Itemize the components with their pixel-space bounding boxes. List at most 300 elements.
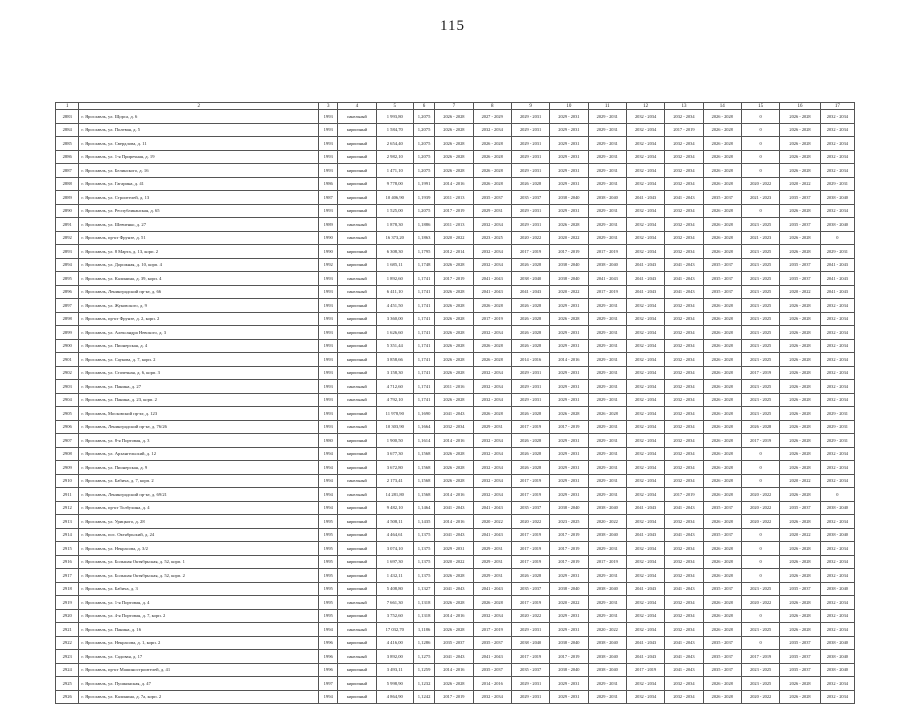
cell-c10: 2017 - 2019 (550, 528, 588, 542)
cell-c15: 0 (741, 542, 779, 556)
cell-c15: 0 (741, 164, 779, 178)
column-header: 16 (780, 103, 820, 110)
cell-c14: 2035 - 2037 (703, 272, 741, 286)
cell-c14: 2026 - 2028 (703, 245, 741, 259)
cell-c7: 2020 - 2022 (435, 555, 473, 569)
cell-c11: 2029 - 2031 (588, 326, 626, 340)
cell-c11: 2029 - 2031 (588, 110, 626, 124)
cell-c9: 2026 - 2028 (511, 177, 549, 191)
table-row (56, 312, 855, 326)
cell-c15: 2021 - 2023 (741, 191, 779, 205)
cell-c15: 2020 - 2022 (741, 501, 779, 515)
cell-c13: 2041 - 2043 (665, 582, 703, 596)
cell-c11: 2029 - 2031 (588, 339, 626, 353)
cell-c15: 2023 - 2025 (741, 258, 779, 272)
cell-c15: 2020 - 2022 (741, 177, 779, 191)
cell-c10: 2029 - 2031 (550, 434, 588, 448)
cell-c11: 2029 - 2031 (588, 164, 626, 178)
cell-c9: 2035 - 2037 (511, 501, 549, 515)
table-row (56, 272, 855, 286)
cell-c16: 2020 - 2022 (780, 528, 820, 542)
table-row (56, 420, 855, 434)
cell-c9: 2017 - 2019 (511, 650, 549, 664)
cell-addr: г. Ярославль, ул. Пушкинская, д. 47 (79, 677, 319, 691)
cell-c16: 2026 - 2028 (780, 596, 820, 610)
cell-mat: кирпичный (338, 366, 376, 380)
cell-area: 4 464,61 (376, 528, 413, 542)
table-row (56, 110, 855, 124)
cell-c13: 2032 - 2034 (665, 515, 703, 529)
column-header: 17 (820, 103, 854, 110)
cell-area: 4 508,11 (376, 515, 413, 529)
cell-mat: панельный (338, 218, 376, 232)
cell-c14: 2026 - 2028 (703, 204, 741, 218)
cell-area: 1 584,70 (376, 123, 413, 137)
cell-c15: 0 (741, 204, 779, 218)
table-row (56, 569, 855, 583)
cell-c14: 2026 - 2028 (703, 420, 741, 434)
cell-k: 1,1748 (413, 258, 434, 272)
cell-c9: 2017 - 2019 (511, 420, 549, 434)
cell-c11: 2041 - 2043 (588, 272, 626, 286)
cell-c8: 2032 - 2034 (473, 488, 511, 502)
cell-c8: 2026 - 2028 (473, 299, 511, 313)
cell-c13: 2041 - 2043 (665, 650, 703, 664)
cell-c14: 2026 - 2028 (703, 488, 741, 502)
cell-c12: 2017 - 2019 (626, 663, 664, 677)
cell-id: 2905 (56, 407, 79, 421)
cell-c8: 2029 - 2031 (473, 204, 511, 218)
cell-year: 1993 (319, 285, 338, 299)
cell-year: 1994 (319, 623, 338, 637)
cell-c10: 2029 - 2031 (550, 150, 588, 164)
cell-c8: 2035 - 2037 (473, 663, 511, 677)
cell-c7: 2017 - 2019 (435, 204, 473, 218)
cell-c16: 2026 - 2028 (780, 299, 820, 313)
cell-addr: г. Ярославль, ул. 1-я Портовая, д. 4 (79, 596, 319, 610)
cell-c13: 2032 - 2034 (665, 245, 703, 259)
cell-c12: 2032 - 2034 (626, 609, 664, 623)
cell-addr: г. Ярославль, ул. Бабича, д. 3 (79, 582, 319, 596)
cell-c8: 2020 - 2022 (473, 515, 511, 529)
cell-mat: панельный (338, 380, 376, 394)
cell-addr: г. Ярославль, ул. Гагарина, д. 41 (79, 177, 319, 191)
cell-year: 1993 (319, 393, 338, 407)
cell-c17: 2029 - 2031 (820, 420, 854, 434)
cell-mat: кирпичный (338, 177, 376, 191)
cell-c12: 2032 - 2034 (626, 393, 664, 407)
cell-c11: 2029 - 2031 (588, 447, 626, 461)
cell-addr: г. Ярославль, ул. Садовая, д. 17 (79, 650, 319, 664)
table-row (56, 663, 855, 677)
cell-c13: 2041 - 2043 (665, 501, 703, 515)
cell-k: 1,1741 (413, 312, 434, 326)
cell-c8: 2023 - 2025 (473, 231, 511, 245)
cell-c17: 2038 - 2040 (820, 663, 854, 677)
cell-c15: 2023 - 2025 (741, 393, 779, 407)
cell-c10: 2029 - 2031 (550, 569, 588, 583)
cell-c15: 2023 - 2025 (741, 339, 779, 353)
cell-c8: 2041 - 2043 (473, 650, 511, 664)
cell-c13: 2041 - 2043 (665, 528, 703, 542)
cell-mat: кирпичный (338, 434, 376, 448)
cell-c17: 2038 - 2040 (820, 501, 854, 515)
cell-c7: 2032 - 2034 (435, 420, 473, 434)
cell-c11: 2020 - 2022 (588, 623, 626, 637)
cell-c8: 2029 - 2031 (473, 555, 511, 569)
cell-c16: 2026 - 2028 (780, 366, 820, 380)
table-row (56, 218, 855, 232)
cell-c17: 2032 - 2034 (820, 326, 854, 340)
cell-k: 1,2075 (413, 150, 434, 164)
cell-c8: 2035 - 2037 (473, 191, 511, 205)
cell-c8: 2026 - 2028 (473, 150, 511, 164)
cell-c13: 2032 - 2034 (665, 447, 703, 461)
cell-c7: 2026 - 2028 (435, 326, 473, 340)
cell-k: 1,1741 (413, 380, 434, 394)
cell-area: 4 451,50 (376, 299, 413, 313)
cell-id: 2894 (56, 258, 79, 272)
cell-c8: 2026 - 2028 (473, 137, 511, 151)
cell-c11: 2029 - 2031 (588, 366, 626, 380)
cell-c7: 2041 - 2043 (435, 650, 473, 664)
cell-c12: 2032 - 2034 (626, 555, 664, 569)
cell-c10: 2017 - 2019 (550, 420, 588, 434)
cell-c13: 2032 - 2034 (665, 677, 703, 691)
cell-c9: 2029 - 2031 (511, 677, 549, 691)
cell-area: 1 626,60 (376, 326, 413, 340)
table-row (56, 555, 855, 569)
cell-c13: 2032 - 2034 (665, 393, 703, 407)
cell-addr: г. Ярославль, пос. Октябрьский, д. 24 (79, 528, 319, 542)
cell-c14: 2026 - 2028 (703, 677, 741, 691)
cell-k: 1,1275 (413, 650, 434, 664)
table-row (56, 285, 855, 299)
data-table (55, 102, 855, 704)
cell-c17: 2041 - 2043 (820, 258, 854, 272)
cell-c11: 2029 - 2031 (588, 596, 626, 610)
cell-c14: 2026 - 2028 (703, 380, 741, 394)
cell-c17: 2032 - 2034 (820, 380, 854, 394)
cell-c17: 2032 - 2034 (820, 474, 854, 488)
cell-c8: 2026 - 2028 (473, 177, 511, 191)
cell-c13: 2041 - 2043 (665, 636, 703, 650)
cell-c12: 2032 - 2034 (626, 353, 664, 367)
cell-c7: 2014 - 2016 (435, 488, 473, 502)
cell-c7: 2029 - 2031 (435, 542, 473, 556)
cell-id: 2915 (56, 542, 79, 556)
cell-c7: 2026 - 2028 (435, 461, 473, 475)
cell-k: 1,1741 (413, 339, 434, 353)
table-row (56, 164, 855, 178)
cell-c12: 2032 - 2034 (626, 123, 664, 137)
cell-id: 2888 (56, 177, 79, 191)
cell-area: 1 892,60 (376, 272, 413, 286)
cell-area: 4 416,00 (376, 636, 413, 650)
cell-mat: кирпичный (338, 326, 376, 340)
cell-year: 1994 (319, 447, 338, 461)
cell-addr: г. Ярославль, ул. Пионерская, д. 9 (79, 461, 319, 475)
cell-c12: 2041 - 2043 (626, 191, 664, 205)
cell-year: 1993 (319, 123, 338, 137)
cell-c15: 0 (741, 447, 779, 461)
cell-c12: 2032 - 2034 (626, 420, 664, 434)
cell-c17: 2032 - 2034 (820, 555, 854, 569)
cell-c12: 2032 - 2034 (626, 434, 664, 448)
cell-area: 1 697,30 (376, 555, 413, 569)
table-row (56, 150, 855, 164)
cell-c17: 2032 - 2034 (820, 123, 854, 137)
cell-c17: 0 (820, 488, 854, 502)
cell-mat: кирпичный (338, 677, 376, 691)
cell-c7: 2026 - 2028 (435, 150, 473, 164)
cell-mat: кирпичный (338, 150, 376, 164)
cell-c10: 2029 - 2031 (550, 366, 588, 380)
column-header: 15 (741, 103, 779, 110)
table-row (56, 434, 855, 448)
cell-c11: 2029 - 2031 (588, 609, 626, 623)
cell-c15: 2021 - 2023 (741, 231, 779, 245)
cell-c13: 2041 - 2043 (665, 272, 703, 286)
cell-k: 1,1568 (413, 474, 434, 488)
cell-c8: 2032 - 2034 (473, 393, 511, 407)
cell-c9: 2029 - 2031 (511, 137, 549, 151)
column-header: 8 (473, 103, 511, 110)
cell-c14: 2026 - 2028 (703, 123, 741, 137)
cell-c12: 2041 - 2043 (626, 258, 664, 272)
cell-k: 1,1375 (413, 542, 434, 556)
cell-c12: 2032 - 2034 (626, 515, 664, 529)
cell-id: 2904 (56, 393, 79, 407)
cell-k: 1,1863 (413, 231, 434, 245)
cell-addr: г. Ярославль, ул. Панина, д. 27 (79, 380, 319, 394)
cell-c11: 2029 - 2031 (588, 312, 626, 326)
cell-k: 1,1741 (413, 393, 434, 407)
cell-c9: 2038 - 2040 (511, 272, 549, 286)
cell-c16: 2035 - 2037 (780, 501, 820, 515)
cell-c16: 2026 - 2028 (780, 326, 820, 340)
cell-year: 1993 (319, 380, 338, 394)
cell-id: 2918 (56, 582, 79, 596)
table-row (56, 353, 855, 367)
cell-c12: 2041 - 2043 (626, 272, 664, 286)
cell-c8: 2032 - 2034 (473, 434, 511, 448)
cell-c7: 2026 - 2028 (435, 447, 473, 461)
cell-c16: 2026 - 2028 (780, 515, 820, 529)
cell-mat: кирпичный (338, 636, 376, 650)
cell-mat: кирпичный (338, 542, 376, 556)
cell-c7: 2014 - 2016 (435, 434, 473, 448)
cell-c8: 2029 - 2031 (473, 420, 511, 434)
cell-c9: 2026 - 2028 (511, 461, 549, 475)
table-row (56, 677, 855, 691)
cell-k: 1,1232 (413, 677, 434, 691)
cell-c7: 2011 - 2016 (435, 380, 473, 394)
cell-area: 17 032,70 (376, 623, 413, 637)
cell-c14: 2026 - 2028 (703, 366, 741, 380)
cell-c14: 2026 - 2028 (703, 299, 741, 313)
cell-c11: 2038 - 2040 (588, 501, 626, 515)
cell-c8: 2032 - 2034 (473, 609, 511, 623)
cell-c16: 2026 - 2028 (780, 150, 820, 164)
table-row (56, 488, 855, 502)
cell-c9: 2029 - 2031 (511, 380, 549, 394)
cell-c12: 2041 - 2043 (626, 582, 664, 596)
cell-mat: панельный (338, 110, 376, 124)
cell-year: 1994 (319, 690, 338, 704)
column-header: 6 (413, 103, 434, 110)
cell-year: 1993 (319, 326, 338, 340)
cell-c8: 2041 - 2043 (473, 501, 511, 515)
cell-c16: 2026 - 2028 (780, 488, 820, 502)
cell-c17: 2038 - 2040 (820, 528, 854, 542)
cell-c15: 0 (741, 555, 779, 569)
cell-c15: 0 (741, 528, 779, 542)
cell-k: 1,1664 (413, 420, 434, 434)
cell-mat: панельный (338, 650, 376, 664)
cell-c16: 2020 - 2022 (780, 177, 820, 191)
cell-c16: 2020 - 2022 (780, 285, 820, 299)
cell-c10: 2038 - 2040 (550, 501, 588, 515)
cell-c12: 2032 - 2034 (626, 177, 664, 191)
cell-c10: 2020 - 2022 (550, 285, 588, 299)
cell-c13: 2032 - 2034 (665, 312, 703, 326)
cell-c15: 0 (741, 150, 779, 164)
cell-c15: 2023 - 2025 (741, 245, 779, 259)
cell-c14: 2026 - 2028 (703, 474, 741, 488)
cell-c17: 2032 - 2034 (820, 204, 854, 218)
cell-addr: г. Ярославль, ул. Дорожная, д. 10, корп. 4 (79, 258, 319, 272)
cell-c10: 2026 - 2028 (550, 312, 588, 326)
table-body (56, 110, 855, 704)
cell-c8: 2026 - 2028 (473, 164, 511, 178)
cell-c9: 2026 - 2028 (511, 447, 549, 461)
cell-c11: 2029 - 2031 (588, 218, 626, 232)
table-row (56, 528, 855, 542)
table-row (56, 407, 855, 421)
cell-c14: 2026 - 2028 (703, 218, 741, 232)
cell-c10: 2038 - 2040 (550, 191, 588, 205)
cell-year: 1993 (319, 353, 338, 367)
table-row (56, 245, 855, 259)
cell-id: 2921 (56, 623, 79, 637)
cell-c15: 2023 - 2025 (741, 407, 779, 421)
cell-c9: 2026 - 2028 (511, 407, 549, 421)
cell-c16: 2035 - 2037 (780, 272, 820, 286)
cell-c12: 2032 - 2034 (626, 488, 664, 502)
cell-c7: 2026 - 2028 (435, 258, 473, 272)
cell-c16: 2026 - 2028 (780, 204, 820, 218)
cell-c12: 2032 - 2034 (626, 623, 664, 637)
cell-c15: 0 (741, 137, 779, 151)
table-row (56, 299, 855, 313)
cell-mat: панельный (338, 623, 376, 637)
cell-area: 14 281,80 (376, 488, 413, 502)
cell-year: 1987 (319, 191, 338, 205)
cell-c12: 2032 - 2034 (626, 339, 664, 353)
cell-k: 1,1568 (413, 461, 434, 475)
cell-c15: 2023 - 2025 (741, 623, 779, 637)
cell-c15: 2023 - 2025 (741, 663, 779, 677)
cell-id: 2916 (56, 555, 79, 569)
cell-c8: 2041 - 2043 (473, 528, 511, 542)
cell-c11: 2038 - 2040 (588, 582, 626, 596)
cell-c12: 2032 - 2034 (626, 110, 664, 124)
cell-c17: 2032 - 2034 (820, 623, 854, 637)
cell-mat: кирпичный (338, 515, 376, 529)
cell-c10: 2029 - 2031 (550, 393, 588, 407)
cell-area: 1 432,11 (376, 569, 413, 583)
cell-c16: 2035 - 2037 (780, 663, 820, 677)
cell-id: 2886 (56, 150, 79, 164)
cell-c16: 2026 - 2028 (780, 245, 820, 259)
cell-addr: г. Ярославль, ул. Шевченко, д. 27 (79, 218, 319, 232)
cell-c14: 2026 - 2028 (703, 569, 741, 583)
cell-c9: 2026 - 2028 (511, 326, 549, 340)
page-number: 115 (440, 18, 465, 34)
cell-area: 1 471,10 (376, 164, 413, 178)
cell-year: 1990 (319, 245, 338, 259)
cell-addr: г. Ярославль, ул. Щорса, д. 6 (79, 110, 319, 124)
cell-c9: 2029 - 2031 (511, 123, 549, 137)
cell-year: 1996 (319, 650, 338, 664)
cell-addr: г. Ярославль, Ленинградский пр-кт, д. 76/26 (79, 420, 319, 434)
cell-id: 2883 (56, 110, 79, 124)
cell-c9: 2029 - 2031 (511, 690, 549, 704)
cell-c14: 2026 - 2028 (703, 312, 741, 326)
cell-c12: 2032 - 2034 (626, 690, 664, 704)
cell-mat: кирпичный (338, 582, 376, 596)
cell-c8: 2032 - 2034 (473, 245, 511, 259)
cell-c11: 2029 - 2031 (588, 569, 626, 583)
cell-c9: 2026 - 2028 (511, 312, 549, 326)
cell-c13: 2032 - 2034 (665, 461, 703, 475)
cell-c7: 2020 - 2022 (435, 231, 473, 245)
cell-c8: 2032 - 2034 (473, 380, 511, 394)
cell-id: 2917 (56, 569, 79, 583)
cell-id: 2923 (56, 650, 79, 664)
cell-addr: г. Ярославль, ул. 1-я Приречная, д. 19 (79, 150, 319, 164)
cell-c17: 2029 - 2031 (820, 245, 854, 259)
column-header: 5 (376, 103, 413, 110)
cell-addr: г. Ярославль, ул. Калинина, д. 39, корп. 4 (79, 272, 319, 286)
cell-c17: 2038 - 2040 (820, 191, 854, 205)
cell-c12: 2041 - 2043 (626, 528, 664, 542)
cell-c12: 2032 - 2034 (626, 204, 664, 218)
cell-c7: 2026 - 2028 (435, 569, 473, 583)
cell-c16: 2026 - 2028 (780, 164, 820, 178)
cell-c7: 2026 - 2028 (435, 474, 473, 488)
cell-c7: 2041 - 2043 (435, 407, 473, 421)
cell-addr: г. Ярославль, ул. Большая Октябрьская, д. 52, корп. 2 (79, 569, 319, 583)
column-header: 7 (435, 103, 473, 110)
cell-year: 1995 (319, 609, 338, 623)
cell-c17: 2032 - 2034 (820, 515, 854, 529)
cell-c8: 2041 - 2043 (473, 272, 511, 286)
cell-year: 1993 (319, 204, 338, 218)
cell-c17: 2032 - 2034 (820, 137, 854, 151)
cell-k: 1,1614 (413, 434, 434, 448)
cell-c16: 2026 - 2028 (780, 434, 820, 448)
cell-c11: 2029 - 2031 (588, 677, 626, 691)
cell-c8: 2032 - 2034 (473, 218, 511, 232)
table-row (56, 474, 855, 488)
cell-c13: 2032 - 2034 (665, 690, 703, 704)
cell-k: 1,1741 (413, 366, 434, 380)
cell-k: 1,1939 (413, 191, 434, 205)
cell-c10: 2017 - 2019 (550, 555, 588, 569)
cell-c14: 2035 - 2037 (703, 285, 741, 299)
